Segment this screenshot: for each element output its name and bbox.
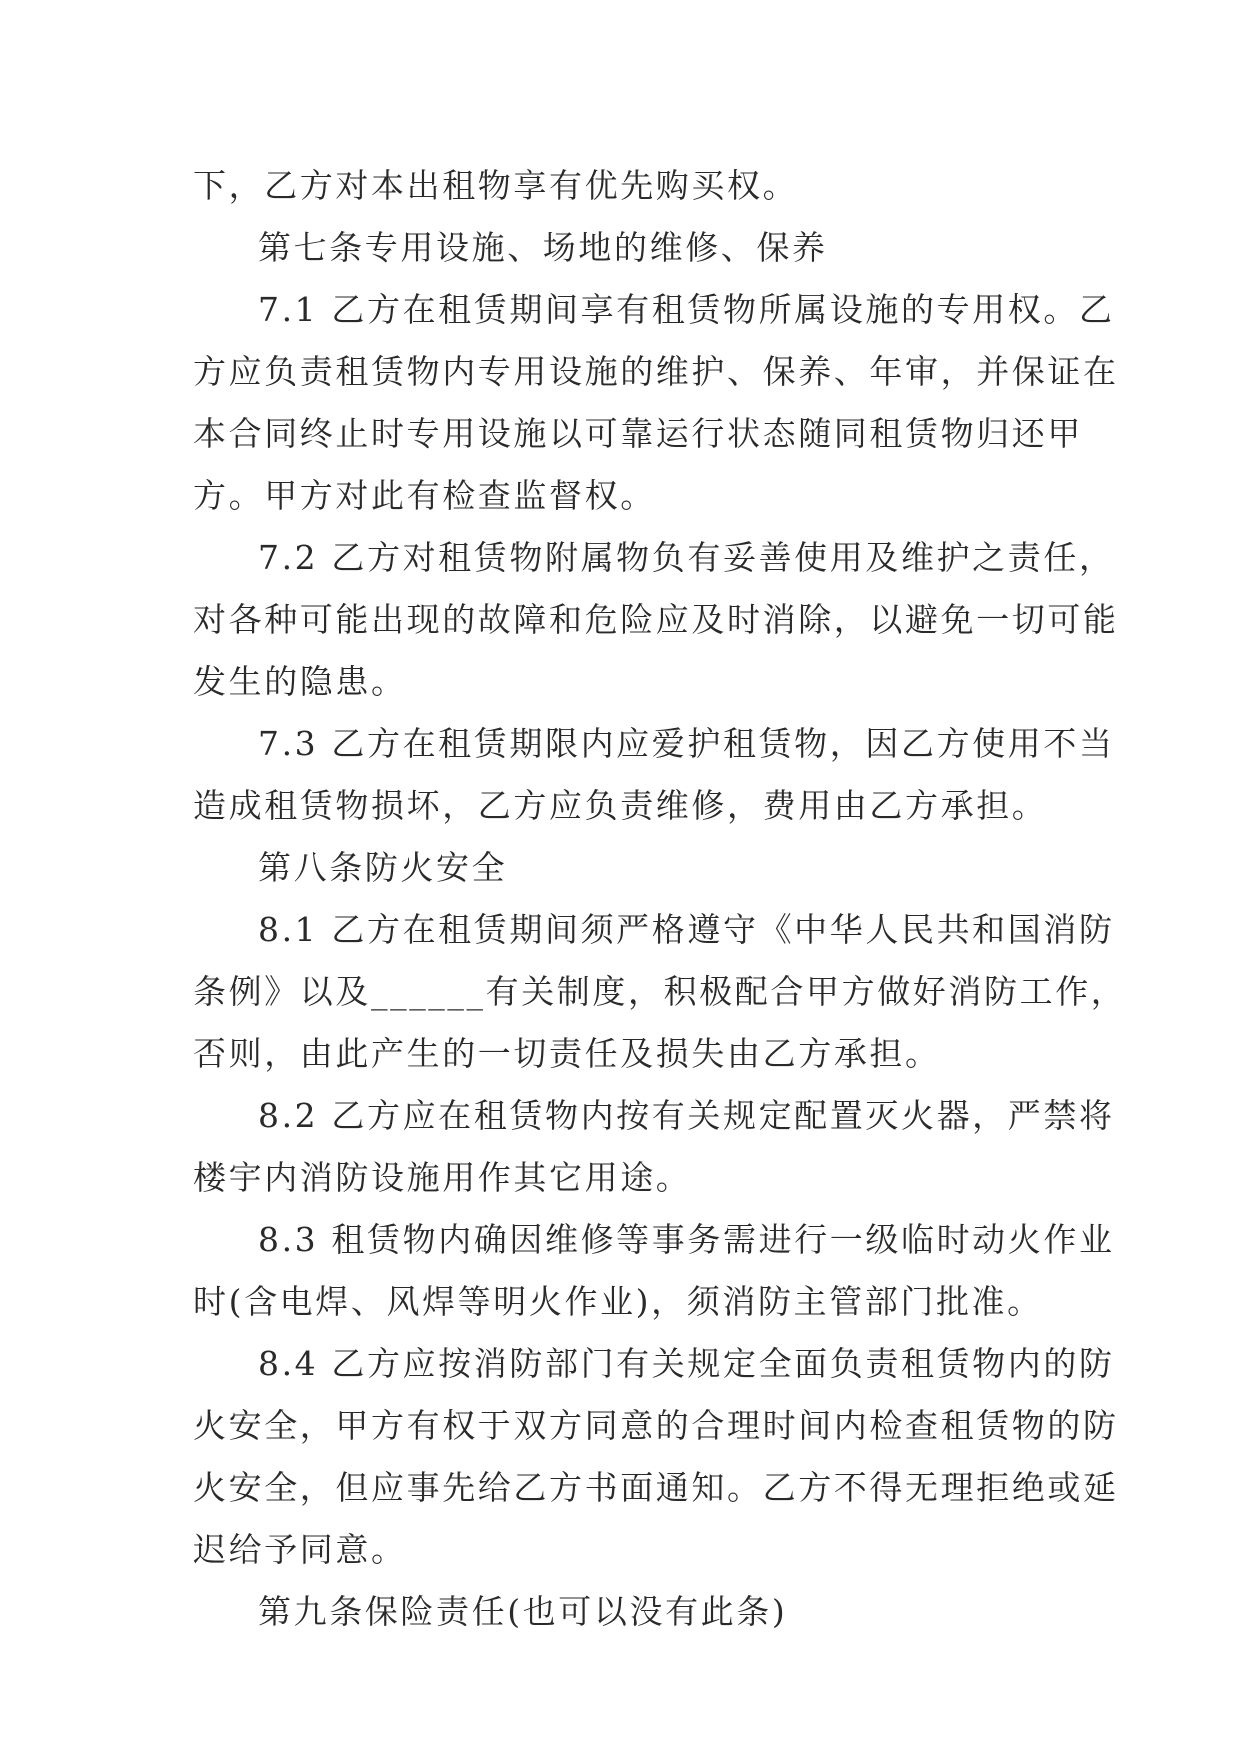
clause-8-2-line: 8.2 乙方应在租赁物内按有关规定配置灭火器，严禁将 (258, 1096, 1115, 1135)
text-line: 方应负责租赁物内专用设施的维护、保养、年审，并保证在 (193, 352, 1119, 391)
clause-7-1-line: 7.1 乙方在租赁期间享有租赁物所属设施的专用权。乙 (258, 290, 1115, 329)
text-line: 火安全，但应事先给乙方书面通知。乙方不得无理拒绝或延 (193, 1468, 1119, 1507)
clause-7-2-line: 7.2 乙方对租赁物附属物负有妥善使用及维护之责任， (258, 538, 1115, 577)
clause-8-1-line: 8.1 乙方在租赁期间须严格遵守《中华人民共和国消防 (258, 910, 1115, 949)
text-line: 方。甲方对此有检查监督权。 (193, 476, 656, 515)
text-line: 发生的隐患。 (193, 662, 407, 701)
clause-8-3-line: 8.3 租赁物内确因维修等事务需进行一级临时动火作业 (258, 1220, 1115, 1259)
text-line: 否则，由此产生的一切责任及损失由乙方承担。 (193, 1034, 941, 1073)
text-line: 下，乙方对本出租物享有优先购买权。 (193, 166, 799, 205)
text-line: 楼宇内消防设施用作其它用途。 (193, 1158, 692, 1197)
clause-7-3-line: 7.3 乙方在租赁期限内应爱护租赁物，因乙方使用不当 (258, 724, 1115, 763)
section-heading-7: 第七条专用设施、场地的维修、保养 (258, 228, 828, 267)
section-heading-9: 第九条保险责任(也可以没有此条) (258, 1592, 788, 1631)
text-line: 造成租赁物损坏，乙方应负责维修，费用由乙方承担。 (193, 786, 1048, 825)
text-line: 时(含电焊、风焊等明火作业)，须消防主管部门批准。 (193, 1282, 1043, 1321)
text-line: 本合同终止时专用设施以可靠运行状态随同租赁物归还甲 (193, 414, 1083, 453)
section-heading-8: 第八条防火安全 (258, 848, 508, 887)
text-line: 迟给予同意。 (193, 1530, 407, 1569)
text-line: 火安全，甲方有权于双方同意的合理时间内检查租赁物的防 (193, 1406, 1119, 1445)
text-line: 对各种可能出现的故障和危险应及时消除，以避免一切可能 (193, 600, 1119, 639)
clause-8-4-line: 8.4 乙方应按消防部门有关规定全面负责租赁物内的防 (258, 1344, 1115, 1383)
text-line: 条例》以及______有关制度，积极配合甲方做好消防工作， (193, 972, 1127, 1011)
